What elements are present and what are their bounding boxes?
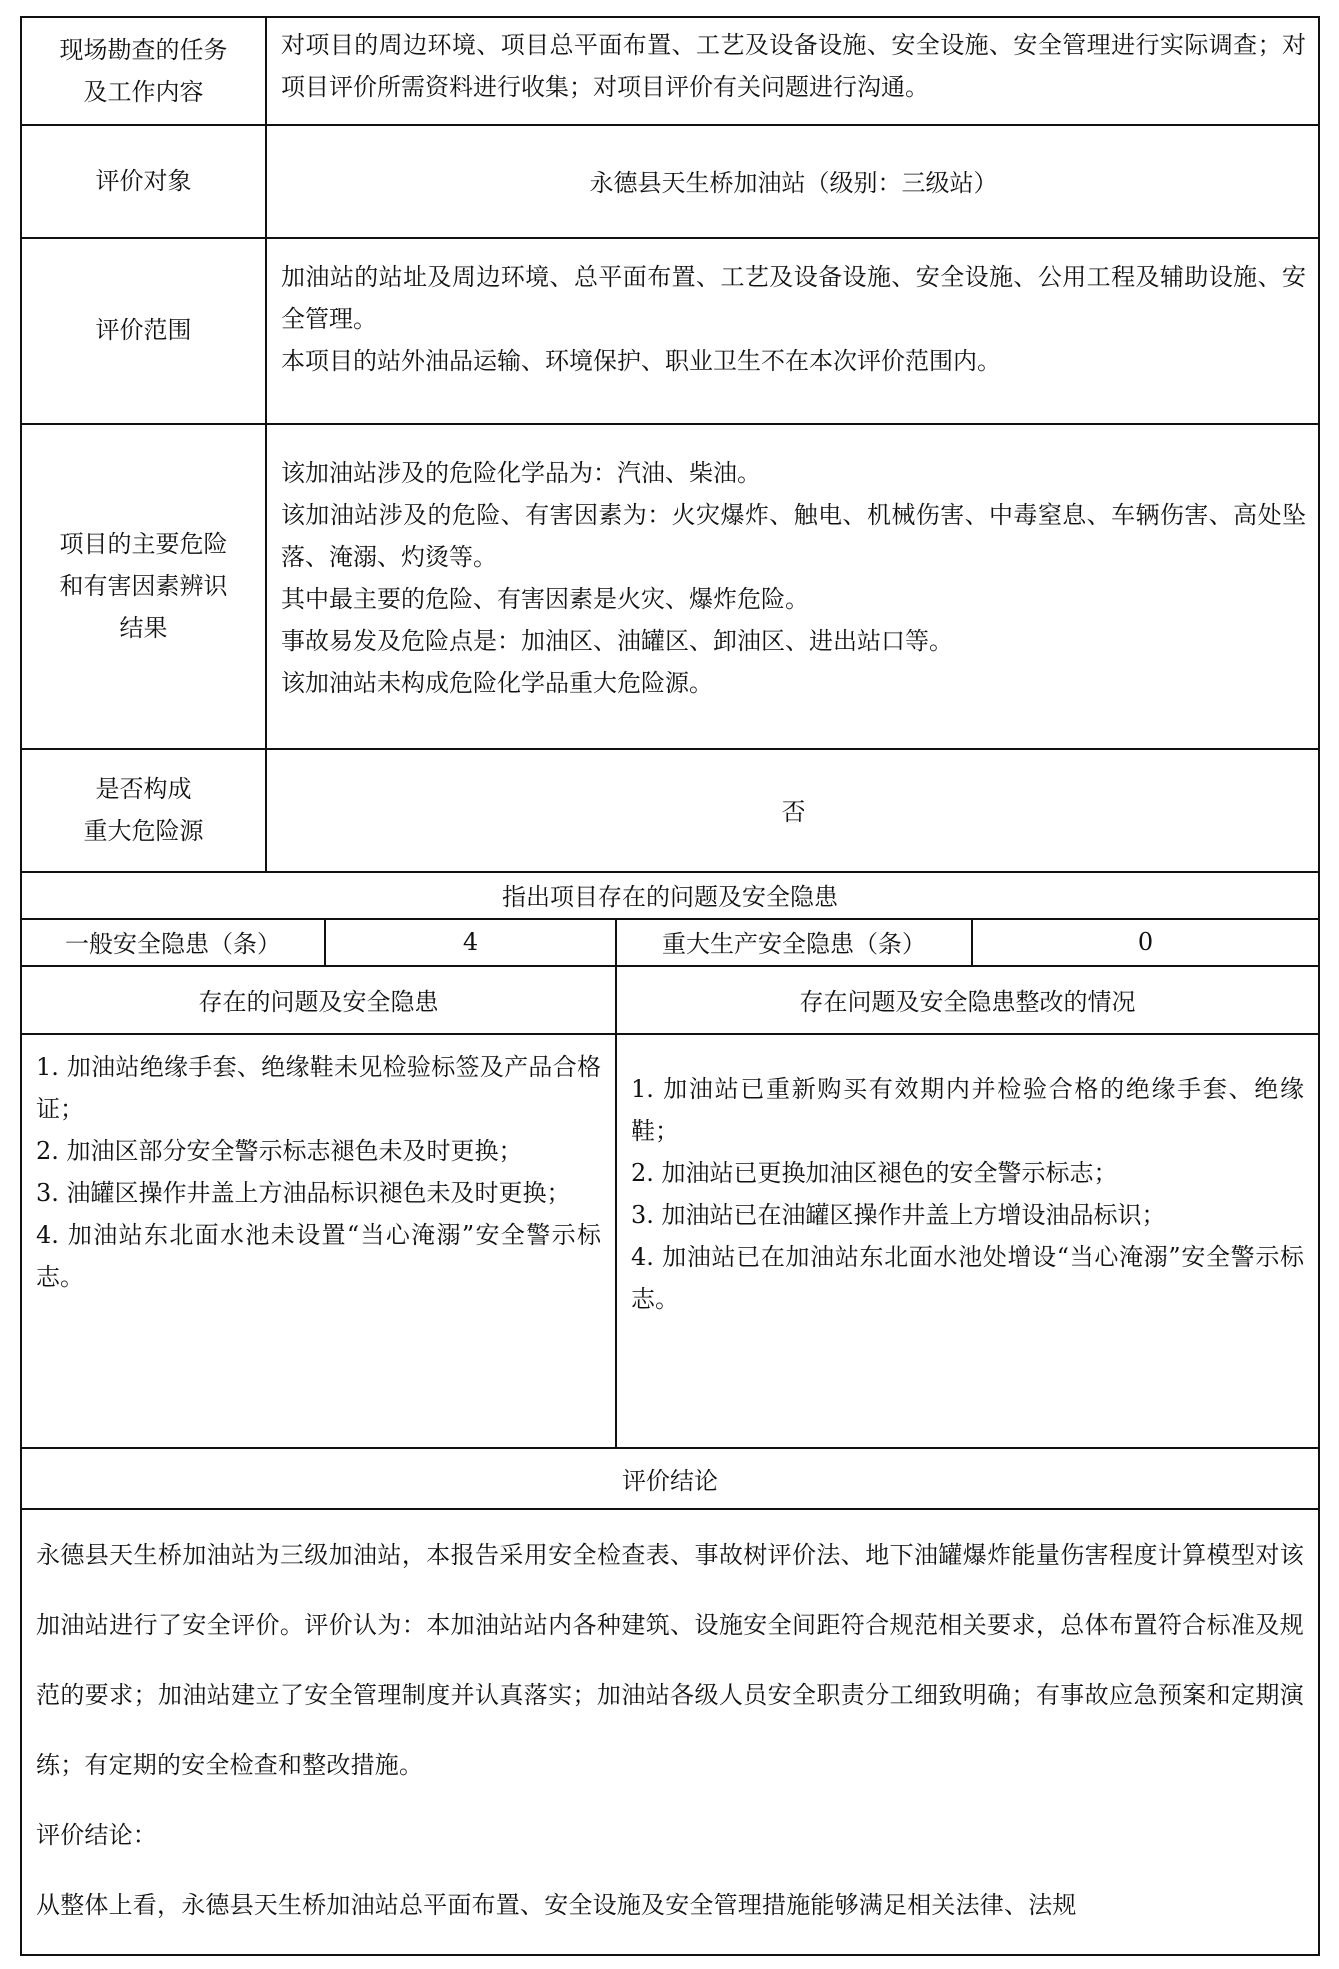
hazards-line: 该加油站涉及的危险、有害因素为：火灾爆炸、触电、机械伤害、中毒窒息、车辆伤害、高处坠落、淹溺、灼烫等。 (281, 501, 1306, 571)
problem-item: 4. 加油站东北面水池未设置“当心淹溺”安全警示标志。 (36, 1221, 601, 1291)
major-source-value (267, 748, 1320, 871)
object-content-text: 永德县天生桥加油站（级别：三级站） (589, 169, 998, 197)
major-hazard-label (617, 918, 971, 965)
object-content (267, 124, 1320, 237)
fixes-column-header-text: 存在问题及安全隐患整改的情况 (799, 987, 1136, 1016)
conclusion-body (22, 1520, 1318, 1956)
scope-line: 本项目的站外油品运输、环境保护、职业卫生不在本次评价范围内。 (281, 347, 1001, 375)
fix-item: 1. 加油站已重新购买有效期内并检验合格的绝缘手套、绝缘鞋； (631, 1075, 1304, 1145)
problems-column-header (22, 965, 615, 1033)
conclusion-paragraph: 永德县天生桥加油站为三级加油站，本报告采用安全检查表、事故树评价法、地下油罐爆炸能量伤害程度计算模型对该加油站进行了安全评价。评价认为：本加油站站内各种建筑、设施安全间距符合规范相关要求，总体布置符合标准及规范的要求；加油站建立了安全管理制度并认真落实；加油站各级人员安全职责分工细致明确；有事故应急预案和定期演练；有定期的安全检查和整改措施。 (36, 1541, 1304, 1779)
hazards-line: 事故易发及危险点是：加油区、油罐区、卸油区、进出站口等。 (281, 627, 953, 655)
survey-content (267, 24, 1320, 124)
issues-header-text: 指出项目存在的问题及安全隐患 (502, 883, 838, 911)
survey-label-line: 现场勘查的任务 (59, 36, 228, 64)
conclusion-header (22, 1448, 1318, 1508)
conclusion-final: 从整体上看，永德县天生桥加油站总平面布置、安全设施及安全管理措施能够满足相关法律、法规 (36, 1891, 1077, 1919)
fix-item: 3. 加油站已在油罐区操作井盖上方增设油品标识； (631, 1201, 1166, 1229)
survey-label (22, 18, 265, 124)
general-hazard-count (326, 918, 615, 965)
major-hazard-label-text: 重大生产安全隐患（条） (662, 930, 926, 958)
general-hazard-label (22, 918, 324, 965)
hazards-label-line: 结果 (119, 613, 168, 642)
issues-header (22, 871, 1318, 918)
conclusion-header-text: 评价结论 (622, 1466, 718, 1495)
hazards-line: 其中最主要的危险、有害因素是火灾、爆炸危险。 (281, 585, 809, 613)
major-hazard-count (973, 918, 1318, 965)
fix-item: 2. 加油站已更换加油区褪色的安全警示标志； (631, 1159, 1118, 1187)
hazards-line: 该加油站未构成危险化学品重大危险源。 (281, 669, 713, 697)
general-hazard-label-text: 一般安全隐患（条） (65, 930, 281, 958)
scope-label-text: 评价范围 (95, 316, 192, 344)
row-divider (22, 1508, 1318, 1510)
hazards-label (22, 423, 265, 748)
fixes-list (617, 1056, 1318, 1446)
problems-list (22, 1034, 615, 1446)
fixes-column-header (617, 965, 1318, 1033)
general-hazard-count-text: 4 (462, 927, 479, 956)
problems-column-header-text: 存在的问题及安全隐患 (198, 987, 439, 1016)
object-label (22, 124, 265, 237)
scope-content (267, 256, 1320, 416)
scope-label (22, 237, 265, 423)
fix-item: 4. 加油站已在加油站东北面水池处增设“当心淹溺”安全警示标志。 (631, 1243, 1304, 1313)
problem-item: 3. 油罐区操作井盖上方油品标识褪色未及时更换； (36, 1179, 571, 1207)
hazards-content (267, 452, 1320, 742)
survey-content-text: 对项目的周边环境、项目总平面布置、工艺及设备设施、安全设施、安全管理进行实际调查；对项目评价所需资料进行收集；对项目评价有关问题进行沟通。 (281, 31, 1306, 101)
major-hazard-count-text: 0 (1137, 927, 1154, 956)
problem-item: 1. 加油站绝缘手套、绝缘鞋未见检验标签及产品合格证； (36, 1053, 601, 1123)
major-source-value-text: 否 (781, 798, 806, 826)
conclusion-sub-label: 评价结论： (36, 1821, 157, 1849)
object-label-text: 评价对象 (95, 166, 192, 195)
major-source-label-line: 重大危险源 (83, 816, 204, 845)
major-source-label-line: 是否构成 (95, 774, 192, 803)
survey-label-line: 及工作内容 (83, 78, 204, 106)
scope-line: 加油站的站址及周边环境、总平面布置、工艺及设备设施、安全设施、公用工程及辅助设施、安全管理。 (281, 263, 1306, 333)
hazards-label-line: 和有害因素辨识 (59, 571, 228, 600)
hazards-line: 该加油站涉及的危险化学品为：汽油、柴油。 (281, 459, 761, 487)
problem-item: 2. 加油区部分安全警示标志褪色未及时更换； (36, 1137, 523, 1165)
assessment-table (20, 16, 1320, 1956)
major-source-label (22, 748, 265, 871)
hazards-label-line: 项目的主要危险 (59, 529, 228, 558)
